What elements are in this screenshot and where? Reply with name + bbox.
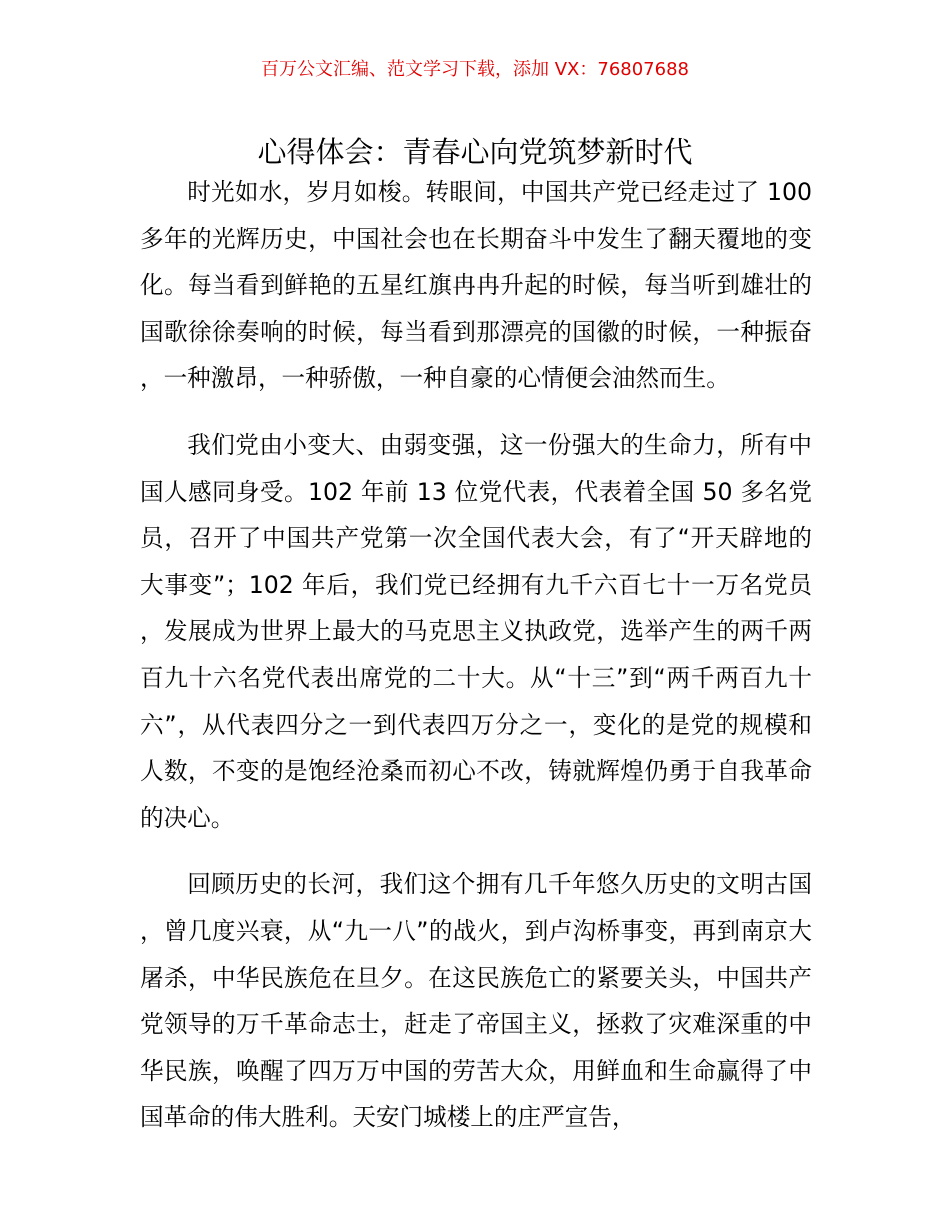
- document-title: 心得体会：青春心向党筑梦新时代: [257, 135, 693, 170]
- paragraph-2: 我们党由小变大、由弱变强，这一份强大的生命力，所有中国人感同身受。102 年前 13 位党代表，代表着全国 50 多名党员，召开了中国共产党第一次全国代表大会，有了“开天辟地的大事变”；102 年后，我们党已经拥有九千六百七十一万名党员，发展成为世界上最大的马克思主义执政党，选举产生的两千两百九十六名党代表出席党的二十大。从“十三”到“两千两百九十六”，从代表四分之一到代表四万分之一，变化的是党的规模和人数，不变的是饱经沧桑而初心不改，铸就辉煌仍勇于自我革命的决心。: [140, 430, 812, 832]
- paragraph-3: 回顾历史的长河，我们这个拥有几千年悠久历史的文明古国，曾几度兴衰，从“九一八”的战火，到卢沟桥事变，再到南京大屠杀，中华民族危在旦夕。在这民族危亡的紧要关头，中国共产党领导的万千革命志士，赶走了帝国主义，拯救了灾难深重的中华民族，唤醒了四万万中国的劳苦大众，用鲜血和生命赢得了中国革命的伟大胜利。天安门城楼上的庄严宣告，: [140, 870, 812, 1132]
- header-banner: 百万公文汇编、范文学习下载，添加 VX：76807688: [261, 59, 689, 80]
- document-body: [140, 169, 812, 1161]
- paragraph-1: 时光如水，岁月如梭。转眼间，中国共产党已经走过了 100 多年的光辉历史，中国社会也在长期奋斗中发生了翻天覆地的变化。每当看到鲜艳的五星红旗冉冉升起的时候，每当听到雄壮的国歌徐徐奏响的时候，每当看到那漂亮的国徽的时候，一种振奋，一种激昂，一种骄傲，一种自豪的心情便会油然而生。: [140, 178, 812, 393]
